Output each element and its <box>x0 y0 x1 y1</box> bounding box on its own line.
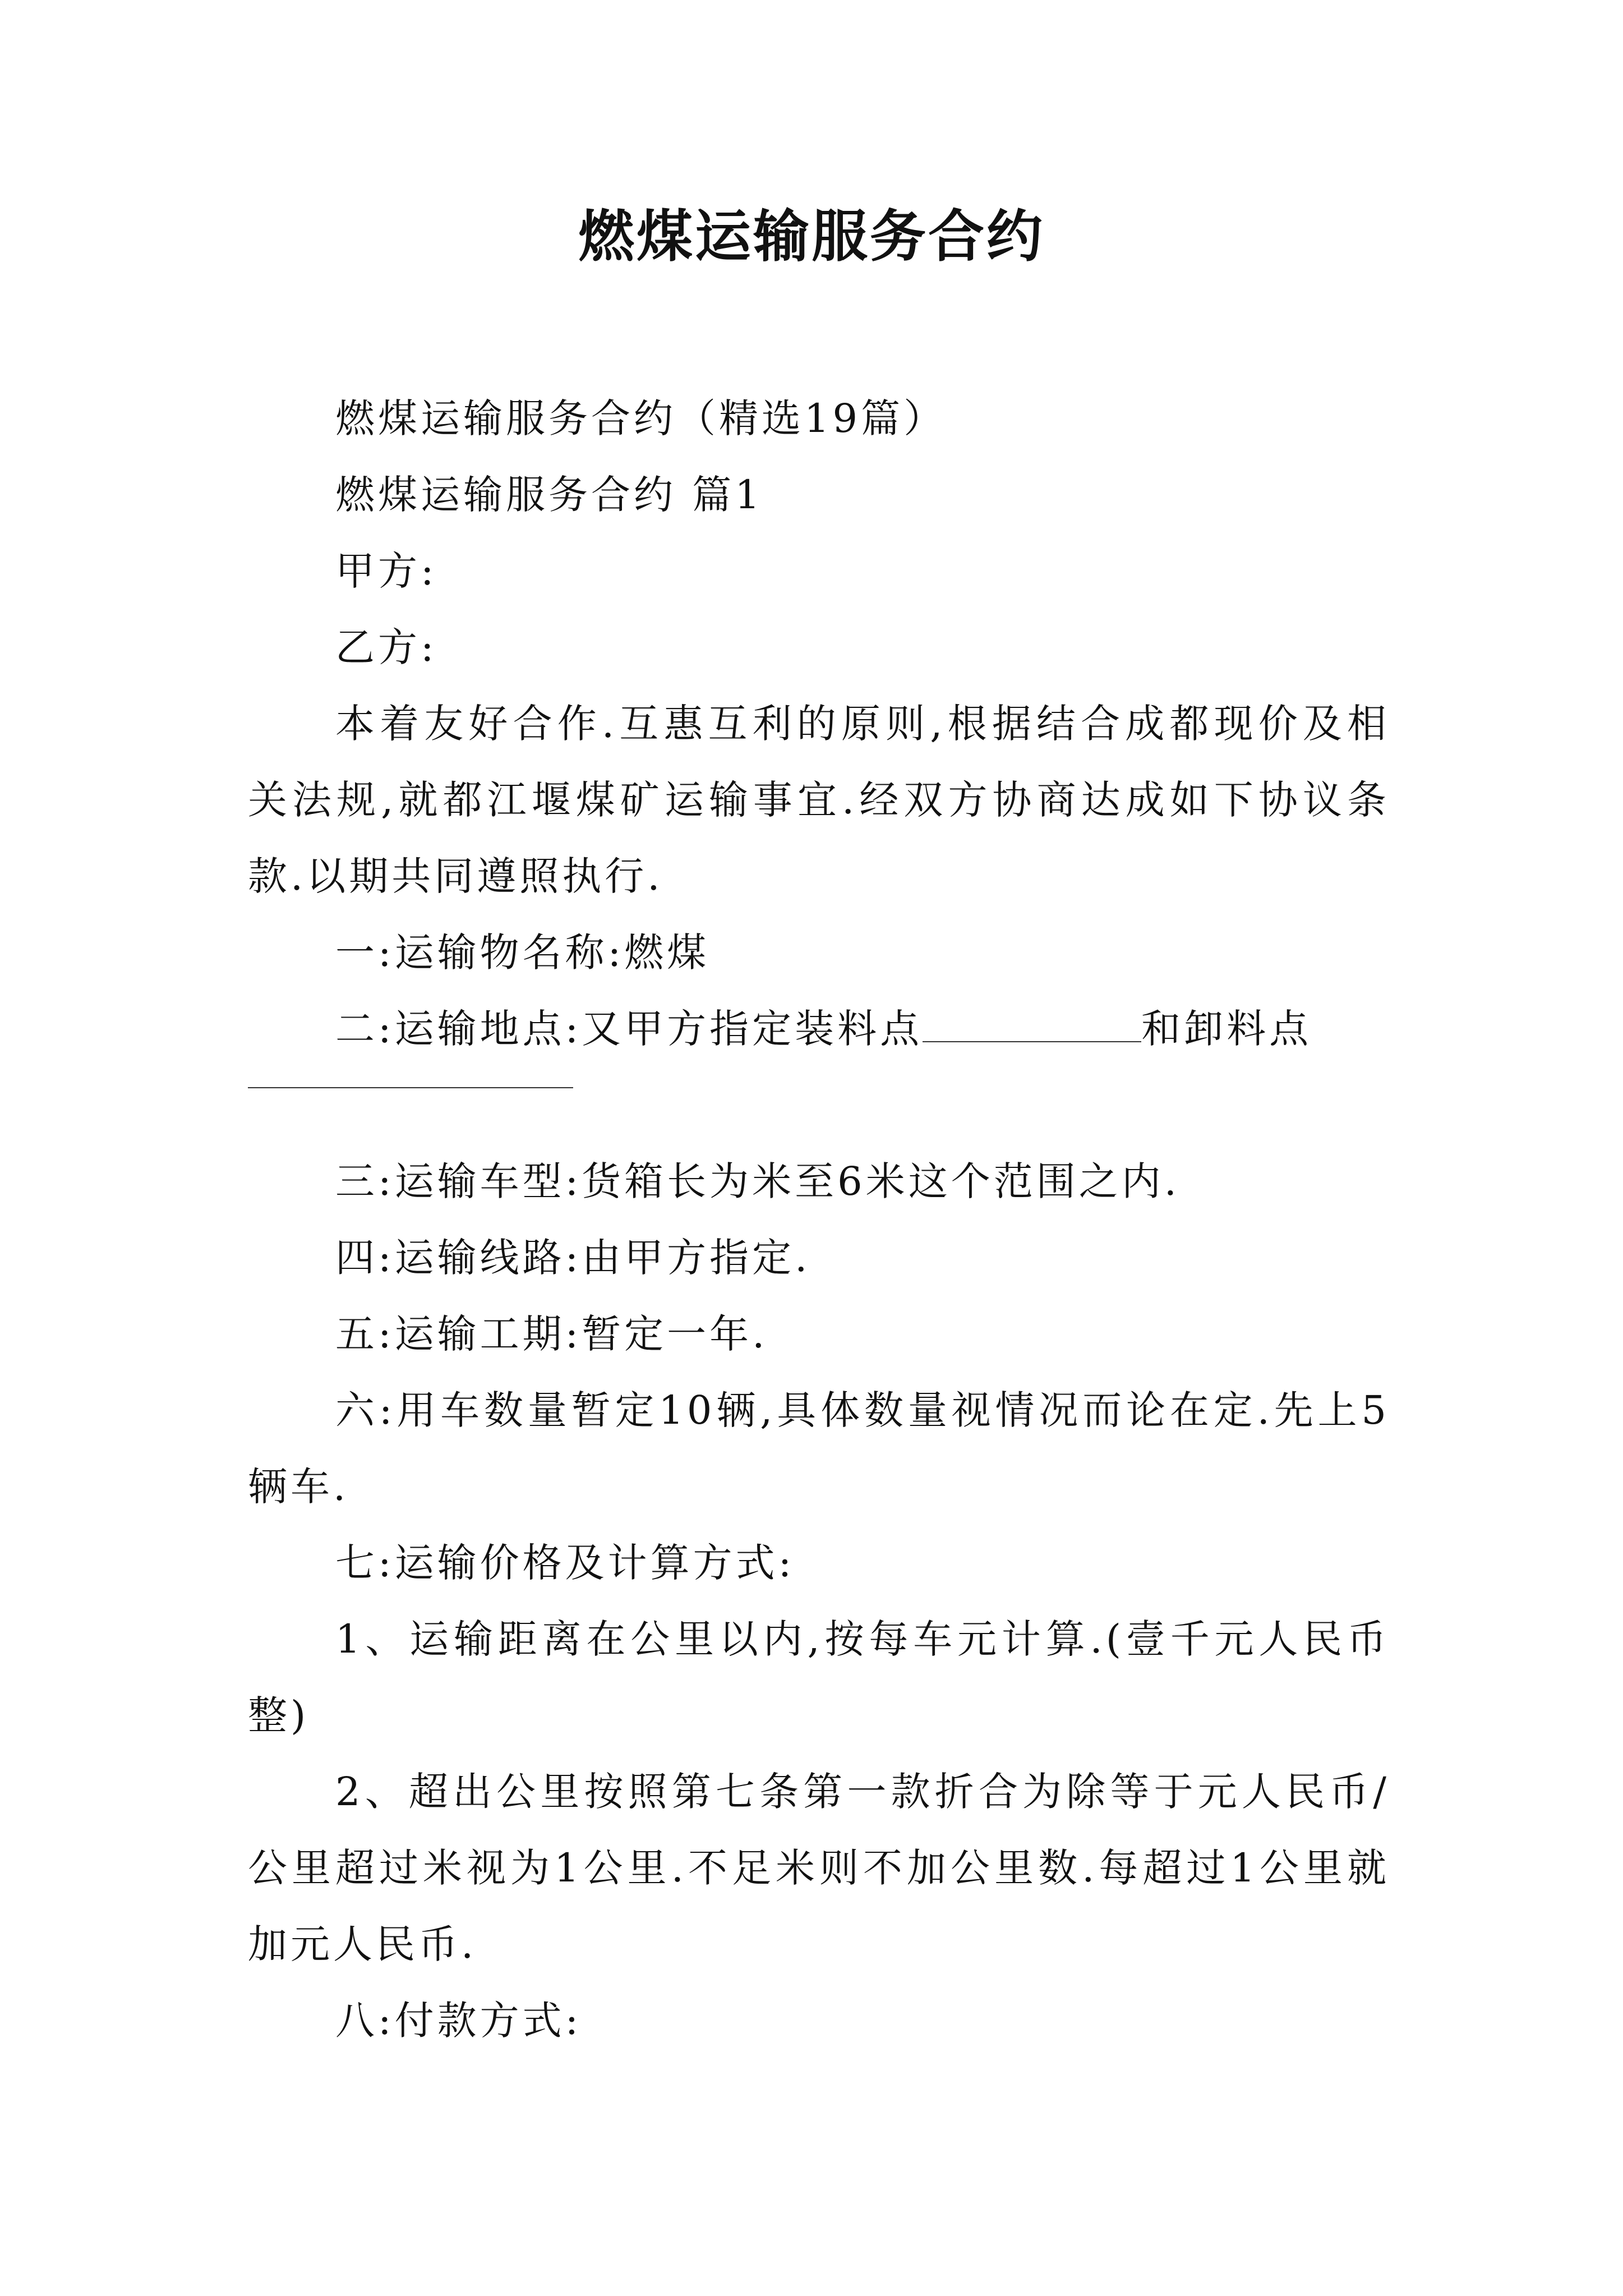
document-title: 燃煤运输服务合约 <box>578 204 1045 269</box>
paragraph-subtitle: 燃煤运输服务合约（精选19篇） <box>335 395 947 441</box>
paragraph-item-5: 五:运输工期:暂定一年. <box>335 1311 768 1357</box>
blank-line-row <box>248 1067 1390 1143</box>
paragraph-item-7-1: 1、运输距离在公里以内,按每车元计算.(壹千元人民币整) <box>248 1616 1390 1738</box>
paragraph-item-1: 一:运输物名称:燃煤 <box>335 930 710 976</box>
paragraph-item-8: 八:付款方式: <box>335 1998 582 2044</box>
blank-fill-line <box>923 1013 1141 1042</box>
paragraph-preamble: 本着友好合作.互惠互利的原则,根据结合成都现价及相关法规,就都江堰煤矿运输事宜.经双方协商达成如下协议条款.以期共同遵照执行. <box>248 701 1390 899</box>
document-body <box>248 380 1390 2059</box>
paragraph-item-3: 三:运输车型:货箱长为米至6米这个范围之内. <box>335 1158 1180 1204</box>
paragraph-item-2 <box>248 991 1390 1067</box>
paragraph-item-7-2: 2、超出公里按照第七条第一款折合为除等于元人民币/公里超过米视为1公里.不足米则不加公里数.每超过1公里就加元人民币. <box>248 1769 1390 1967</box>
paragraph-party-b: 乙方: <box>335 624 437 670</box>
paragraph-item-6: 六:用车数量暂定10辆,具体数量视情况而论在定.先上5辆车. <box>248 1387 1390 1510</box>
item-2-text-b: 和卸料点 <box>1141 1006 1312 1052</box>
paragraph-item-7: 七:运输价格及计算方式: <box>335 1540 795 1586</box>
paragraph-item-4: 四:运输线路:由甲方指定. <box>335 1235 811 1281</box>
paragraph-section-heading: 燃煤运输服务合约 篇1 <box>335 472 763 518</box>
paragraph-party-a: 甲方: <box>335 548 437 594</box>
blank-fill-line <box>248 1087 573 1088</box>
item-2-text-a: 二:运输地点:又甲方指定装料点 <box>335 1006 923 1052</box>
